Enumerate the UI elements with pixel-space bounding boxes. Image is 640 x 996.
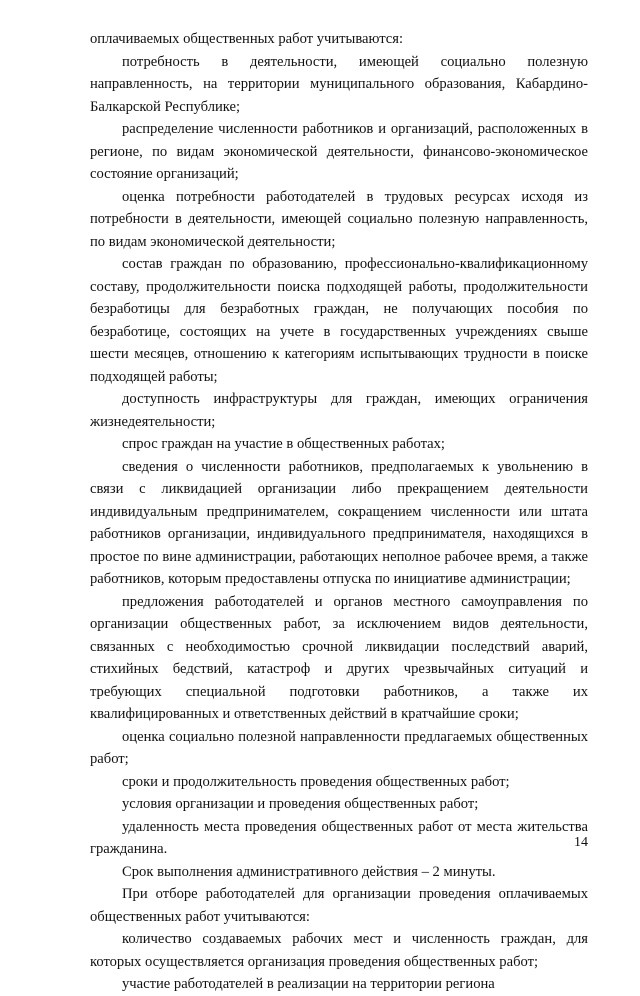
paragraph: условия организации и проведения общественных работ; bbox=[122, 796, 479, 812]
paragraph: состав граждан по образованию, профессионально-квалификационному составу, продолжительности поиска подходящей работы, продолжительности безработицы для безработных граждан, не получающих пособия по безработице, состоящих на учете в государственных учреждениях свыше шести месяцев, отношению к категориям испытывающих трудности в поиске подходящей работы; bbox=[90, 256, 588, 385]
paragraph: удаленность места проведения общественных работ от места жительства гражданина. bbox=[90, 818, 588, 857]
paragraph: количество создаваемых рабочих мест и численность граждан, для которых осуществляется организация проведения общественных работ; bbox=[90, 931, 588, 970]
paragraph: сроки и продолжительность проведения общественных работ; bbox=[122, 773, 510, 790]
paragraph: оценка потребности работодателей в трудовых ресурсах исходя из потребности в деятельности, имеющей социально полезную направленность, по видам экономической деятельности; bbox=[90, 188, 588, 250]
paragraph: доступность инфраструктуры для граждан, имеющих ограничения жизнедеятельности; bbox=[90, 391, 588, 430]
paragraph: При отборе работодателей для организации проведения оплачиваемых общественных работ учитываются: bbox=[90, 886, 588, 925]
page-number: 14 bbox=[574, 835, 588, 850]
document-body bbox=[90, 28, 588, 996]
paragraph: потребность в деятельности, имеющей социально полезную направленность, на территории муниципального образования, Кабардино-Балкарской Республике; bbox=[90, 53, 588, 115]
paragraph: Срок выполнения административного действия – 2 минуты. bbox=[122, 863, 496, 880]
paragraph: спрос граждан на участие в общественных работах; bbox=[122, 436, 445, 452]
paragraph: оплачиваемых общественных работ учитываются: bbox=[90, 31, 404, 47]
paragraph: сведения о численности работников, предполагаемых к увольнению в связи с ликвидацией организации либо прекращением деятельности индивидуальным предпринимателем, сокращением численности или штата работников организации, индивидуального предпринимателя, находящихся в простое по вине администрации, работающих неполное рабочее время, а также работников, которым предоставлены отпуска по инициативе администрации; bbox=[90, 458, 588, 587]
paragraph: распределение численности работников и организаций, расположенных в регионе, по видам экономической деятельности, финансово-экономическое состояние организаций; bbox=[90, 121, 588, 182]
paragraph: оценка социально полезной направленности предлагаемых общественных работ; bbox=[90, 728, 588, 767]
paragraph: участие работодателей в реализации на территории региона bbox=[122, 976, 495, 992]
paragraph: предложения работодателей и органов местного самоуправления по организации общественных работ, за исключением видов деятельности, связанных с необходимостью срочной ликвидации последствий аварий, стихийных бедствий, катастроф и других чрезвычайных ситуаций и требующих специальной подготовки работников, а также их квалифицированных и ответственных действий в кратчайшие сроки; bbox=[90, 593, 588, 722]
